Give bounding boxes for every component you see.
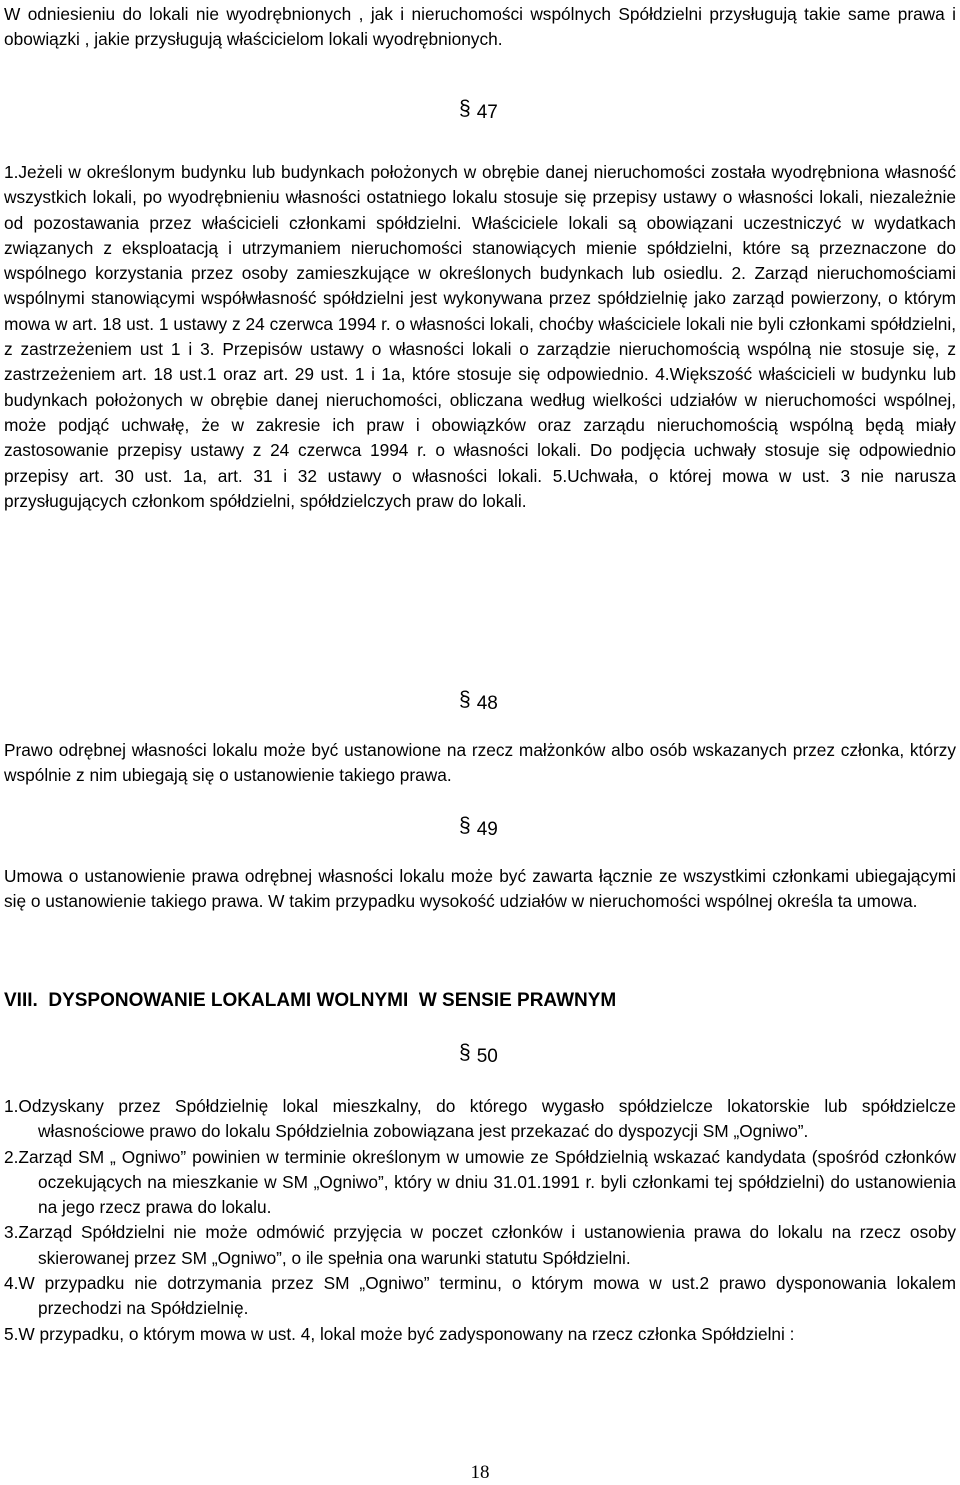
- section-number: 50: [476, 1046, 498, 1067]
- page-number: 18: [470, 1462, 490, 1483]
- section-sign: §: [459, 814, 471, 837]
- section-sign: §: [459, 1041, 471, 1064]
- section-49-heading: [459, 816, 498, 842]
- section-49-body: Umowa o ustanowienie prawa odrębnej własności lokalu może być zawarta łącznie ze wszystkimi członkami ubiegającymi się o ustanowienie takiego prawa. W takim przypadku wysokość udziałów w nieruchomości wspólnej określa ta umowa.: [4, 866, 956, 912]
- intro-paragraph: W odniesieniu do lokali nie wyodrębnionych , jak i nieruchomości wspólnych Spółdzielni przysługują takie same prawa i obowiązki , jakie przysługują właścicielom lokali wyodrębnionych.: [4, 4, 956, 50]
- section-sign: §: [459, 688, 471, 711]
- list-item: 4.W przypadku nie dotrzymania przez SM „Ogniwo” terminu, o którym mowa w ust.2 prawo dysponowania lokalem przechodzi na Spółdzielnię.: [4, 1273, 956, 1319]
- chapter-heading: VIII. DYSPONOWANIE LOKALAMI WOLNYMI W SENSIE PRAWNYM: [4, 990, 617, 1011]
- section-47-body: 1.Jeżeli w określonym budynku lub budynkach położonych w obrębie danej nieruchomości została wyodrębniona własność wszystkich lokali, po wyodrębnieniu własności ostatniego lokalu stosuje się przepisy ustawy o własności lokali, niezależnie od pozostawania przez właścicieli członkami spółdzielni. Właściciele lokali są obowiązani uczestniczyć w wydatkach związanych z eksploatacją i utrzymaniem nieruchomości stanowiących mienie spółdzielni, które są przeznaczone do wspólnego korzystania przez osoby zamieszkujące w określonych budynkach lub osiedlu. 2. Zarząd nieruchomościami wspólnymi stanowiącymi współwłasność spółdzielni jest wykonywana przez spółdzielnię jako zarząd powierzony, o którym mowa w art. 18 ust. 1 ustawy z 24 czerwca 1994 r. o własności lokali, choćby właściciele lokali nie byli członkami spółdzielni, z zastrzeżeniem ust 1 i 3. Przepisów ustawy o własności lokali o zarządzie nieruchomością wspólną nie stosuje się, z zastrzeżeniem art. 18 ust.1 oraz art. 29 ust. 1 i 1a, które stosuje się odpowiednio. 4.Większość właścicieli w budynku lub budynkach położonych w obrębie danej nieruchomości, obliczana według wielkości udziałów w nieruchomości wspólnej, może podjąć uchwałę, że w zakresie ich praw i obowiązków oraz zarządu nieruchomością wspólną będą miały zastosowanie przepisy ustawy z 24 czerwca 1994 r. o własności lokali. Do podjęcia uchwały stosuje się odpowiednio przepisy art. 30 ust. 1a, art. 31 i 32 ustawy o własności lokali. 5.Uchwała, o której mowa w ust. 3 nie narusza przysługujących członkom spółdzielni, spółdzielczych praw do lokali.: [4, 162, 956, 511]
- section-50-list: [4, 1094, 956, 1347]
- section-48-heading: [459, 690, 498, 716]
- section-number: 49: [476, 819, 498, 840]
- section-50-heading: [459, 1043, 498, 1069]
- section-number: 48: [476, 693, 498, 714]
- section-48-body: Prawo odrębnej własności lokalu może być ustanowione na rzecz małżonków albo osób wskazanych przez członka, którzy wspólnie z nim ubiegają się o ustanowienie takiego prawa.: [4, 740, 956, 786]
- section-sign: §: [459, 97, 471, 120]
- section-47-heading: [459, 99, 498, 125]
- list-item: 2.Zarząd SM „ Ogniwo” powinien w terminie określonym w umowie ze Spółdzielnią wskazać kandydata (spośród członków oczekujących na mieszkanie w SM „Ogniwo”, który w dniu 31.01.1991 r. byli członkami tej spółdzielni) do ustanowienia na jego rzecz prawa do lokalu.: [4, 1146, 956, 1218]
- list-item: 5.W przypadku, o którym mowa w ust. 4, lokal może być zadysponowany na rzecz członka Spółdzielni :: [4, 1323, 795, 1344]
- list-item: 3.Zarząd Spółdzielni nie może odmówić przyjęcia w poczet członków i ustanowienia prawa do lokalu na rzecz osoby skierowanej przez SM „Ogniwo”, o ile spełnia ona warunki statutu Spółdzielni.: [4, 1222, 956, 1268]
- list-item: 1.Odzyskany przez Spółdzielnię lokal mieszkalny, do którego wygasło spółdzielcze lokatorskie lub spółdzielcze własnościowe prawo do lokalu Spółdzielnia zobowiązana jest przekazać do dyspozycji SM „Ogniwo”.: [4, 1096, 956, 1142]
- section-number: 47: [476, 102, 498, 123]
